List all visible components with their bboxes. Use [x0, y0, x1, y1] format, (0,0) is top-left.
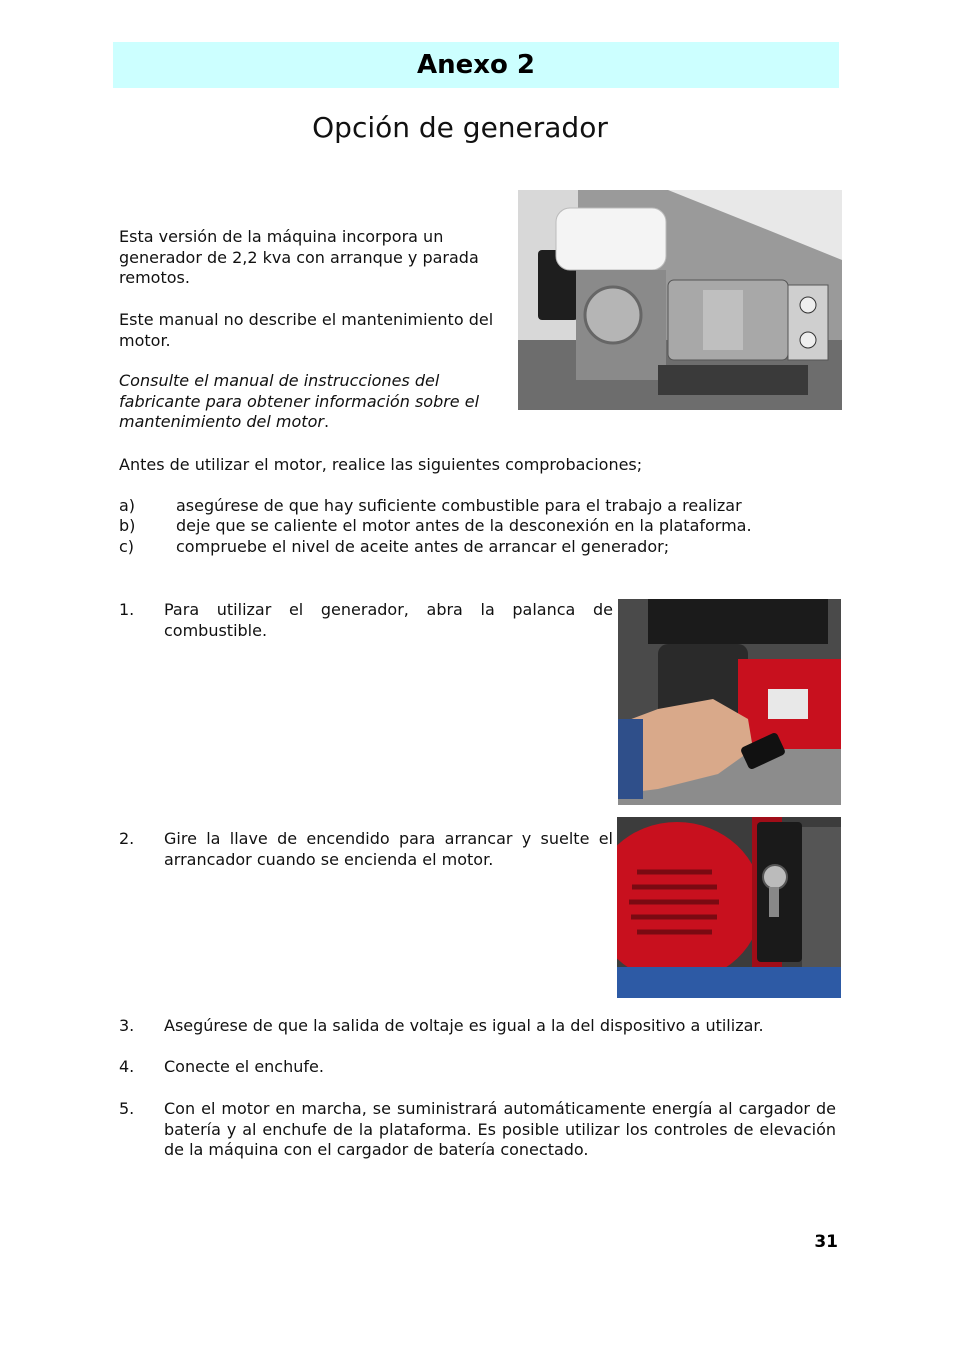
check-label: b) — [119, 516, 136, 535]
checks-lead: Antes de utilizar el motor, realice las siguientes comprobaciones; — [119, 455, 643, 474]
fuel-lever-photo — [618, 599, 841, 805]
check-item: compruebe el nivel de aceite antes de arrancar el generador; — [176, 537, 670, 556]
check-label: a) — [119, 496, 136, 515]
step-number: 5. — [119, 1099, 135, 1118]
check-label: c) — [119, 537, 135, 556]
annex-title: Anexo 2 — [416, 50, 536, 80]
step-text: Asegúrese de que la salida de voltaje es igual a la del dispositivo a utilizar. — [164, 1016, 764, 1035]
generator-photo — [518, 190, 842, 410]
ignition-key-photo — [617, 817, 841, 998]
check-item: asegúrese de que hay suficiente combustible para el trabajo a realizar — [176, 496, 742, 515]
step-number: 1. — [119, 600, 135, 619]
step-number: 2. — [119, 829, 135, 848]
page-title: Opción de generador — [312, 111, 608, 144]
note-period: . — [323, 412, 330, 432]
intro-paragraph-3 — [119, 371, 511, 433]
intro-paragraph-2: Este manual no describe el mantenimiento del motor. — [119, 310, 494, 350]
step-number: 4. — [119, 1057, 135, 1076]
annex-banner — [113, 42, 839, 88]
intro-paragraph-1: Esta versión de la máquina incorpora un generador de 2,2 kva con arranque y parada remotos. — [119, 227, 479, 288]
check-item: deje que se caliente el motor antes de la desconexión en la plataforma. — [176, 516, 752, 535]
step-text: Para utilizar el generador, abra la palanca de combustible. — [164, 600, 613, 640]
step-text: Gire la llave de encendido para arrancar y suelte el arrancador cuando se encienda el motor. — [164, 829, 613, 869]
manufacturer-manual-note: Consulte el manual de instrucciones del fabricante para obtener información sobre el mantenimiento del motor — [119, 371, 480, 432]
step-text: Con el motor en marcha, se suministrará automáticamente energía al cargador de batería y al enchufe de la plataforma. Es posible utilizar los controles de elevación de la máquina con el cargador de batería conectado. — [164, 1099, 836, 1160]
page-number: 31 — [814, 1232, 838, 1252]
step-text: Conecte el enchufe. — [164, 1057, 324, 1076]
step-number: 3. — [119, 1016, 135, 1035]
